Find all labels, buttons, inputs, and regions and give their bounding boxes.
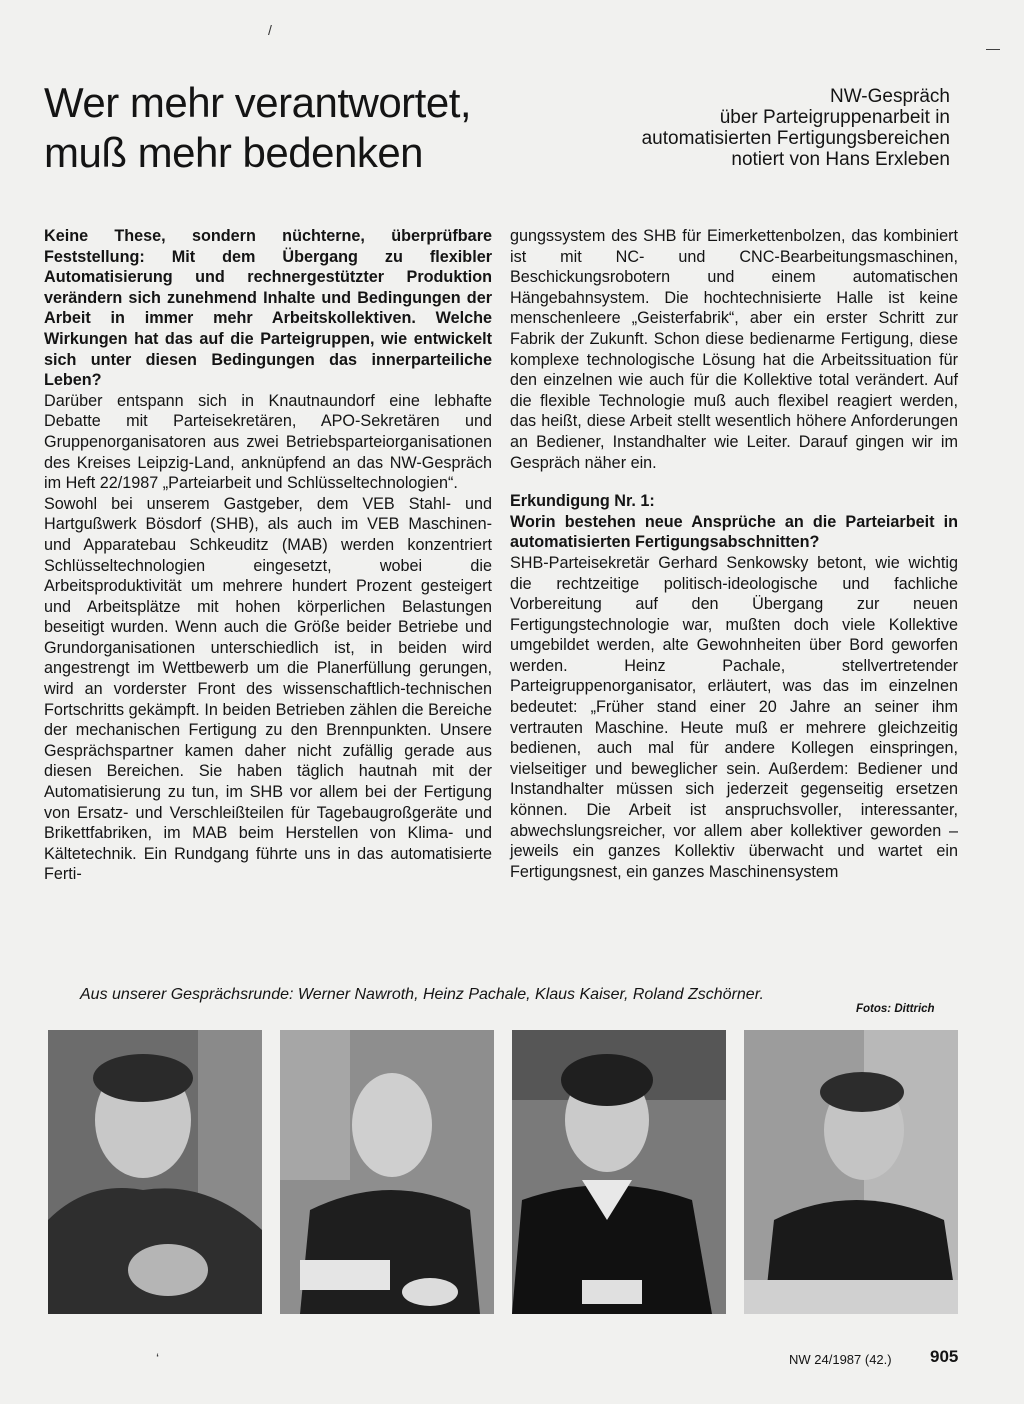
issue-label: NW 24/1987 (42.): [789, 1352, 892, 1367]
photo-heinz-pachale: [280, 1030, 494, 1314]
title-line-1: Wer mehr verantwortet,: [44, 79, 472, 126]
article-subtitle: [490, 86, 950, 170]
title-line-2: muß mehr bedenken: [44, 129, 424, 176]
subtitle-line-3: automatisierten Fertigungsbereichen: [641, 128, 950, 149]
photo-werner-nawroth: [48, 1030, 262, 1314]
body-paragraph: gungssystem des SHB für Eimerkettenbolzen, das kombiniert ist mit NC- und CNC-Bearbeitungsmaschinen, Beschickungsrobotern und einem automatischen Hängebahnsystem. Die hochtechnisierte Halle ist keine menschenleere „Geisterfabrik“, aber ein erster Schritt zur Fabrik der Zukunft. Schon diese bedienarme Fertigung, diese komplexe technologische Lösung hat die Arbeitssituation für den einzelnen wie auch für die Kollektive total verändert. Auf die flexible Technologie muß auch flexibel reagiert werden, das heißt, diese Arbeit stellt wesentlich höhere Anforderungen an Bediener, Instandhalter wie Leiter. Darauf gingen wir im Gespräch näher ein.: [510, 227, 958, 472]
portrait-photo-icon: [280, 1030, 494, 1314]
scan-mark: /: [268, 22, 272, 38]
lead-paragraph: Keine These, sondern nüchterne, überprüfbare Feststellung: Mit dem Übergang zu flexibler Automatisierung und rechnergestützter Produktion verändern sich zunehmend Inhalte und Bedingungen der Arbeit in immer mehr Arbeitskollektiven. Welche Wirkungen hat das auf die Parteigruppen, wie entwickelt sich unter diesen Bedingungen das innerparteiliche Leben?: [44, 227, 492, 390]
right-column: [510, 226, 958, 882]
body-paragraph: Darüber entspann sich in Knautnaundorf eine lebhafte Debatte mit Parteisekretären, APO-Sekretären und Gruppenorganisatoren aus zwei Betriebsparteiorganisationen des Kreises Leipzig-Land, anknüpfend an das NW-Gespräch im Heft 22/1987 „Parteiarbeit und Schlüsseltechnologien“.: [44, 391, 492, 493]
scan-mark: —: [986, 40, 1000, 56]
portrait-photo-icon: [744, 1030, 958, 1314]
subtitle-line-2: über Parteigruppenarbeit in: [719, 107, 950, 128]
photo-caption: Aus unserer Gesprächsrunde: Werner Nawroth, Heinz Pachale, Klaus Kaiser, Roland Zschörner.: [80, 986, 764, 1003]
section-heading: Erkundigung Nr. 1:: [510, 492, 655, 511]
photo-klaus-kaiser: [512, 1030, 726, 1314]
article-title: [44, 78, 564, 178]
photo-roland-zschoerner: [744, 1030, 958, 1314]
section-question: Worin bestehen neue Ansprüche an die Parteiarbeit in automatisierten Fertigungsabschnitten?: [510, 512, 958, 552]
portrait-photo-icon: [48, 1030, 262, 1314]
photo-credit: Fotos: Dittrich: [856, 1003, 935, 1015]
subtitle-line-1: NW-Gespräch: [829, 86, 950, 107]
subtitle-line-4: notiert von Hans Erxleben: [731, 149, 950, 170]
page-number: 905: [930, 1347, 959, 1366]
body-paragraph: Sowohl bei unserem Gastgeber, dem VEB Stahl- und Hartgußwerk Bösdorf (SHB), als auch im VEB Maschinen- und Apparatebau Schkeuditz (MAB) werden konzentriert Schlüsseltechnologien eingesetzt, wobei die Arbeitsproduktivität um mehrere hundert Prozent gesteigert und Arbeitsplätze mit hohen körperlichen Belastungen beseitigt wurden. Wenn auch die Größe beider Betriebe und Grundorganisationen unterschiedlich ist, in beiden wird angestrengt im Wettbewerb um die Planerfüllung gerungen, wird an vorderster Front des wissenschaftlich-technischen Fortschritts gekämpft. In beiden Betrieben zählen die Bereiche der mechanischen Fertigung zu den Brennpunkten. Unsere Gesprächspartner kamen daher nicht zufällig gerade aus diesen Bereichen. Sie haben täglich hautnah mit der Automatisierung zu tun, im SHB vor allem bei der Fertigung von Ersatz- und Verschleißteilen für Tagebaugroßgeräte und Brikettfabriken, im MAB beim Herstellen von Klima- und Kältetechnik. Ein Rundgang führte uns in das automatisierte Ferti-: [44, 494, 492, 884]
body-paragraph: SHB-Parteisekretär Gerhard Senkowsky betont, wie wichtig die rechtzeitige politisch-ideologische und fachliche Vorbereitung auf den Übergang zur neuen Fertigungstechnologie war, mußten doch viele Kollektive umgebildet werden, alte Gewohnheiten über Bord geworfen werden. Heinz Pachale, stellvertretender Parteigruppenorganisator, erläutert, was das im einzelnen bedeutet: „Früher stand einer 20 Jahre an seiner ihm vertrauten Maschine. Heute muß er mehrere gleichzeitig bedienen, auch mal für andere Kollegen einspringen, vielseitiger und beweglicher sein. Außerdem: Bediener und Instandhalter müssen sich jederzeit gegenseitig ersetzen können. Die Arbeit ist anspruchsvoller, interessanter, abwechslungsreicher, vor allem aber kollektiver geworden – jeweils ein ganzes Kollektiv überwacht und wartet ein Fertigungsnest, ein ganzes Maschinensystem: [510, 553, 958, 881]
portrait-photo-icon: [512, 1030, 726, 1314]
left-column: [44, 226, 492, 885]
scan-mark: ‘: [156, 1350, 160, 1366]
